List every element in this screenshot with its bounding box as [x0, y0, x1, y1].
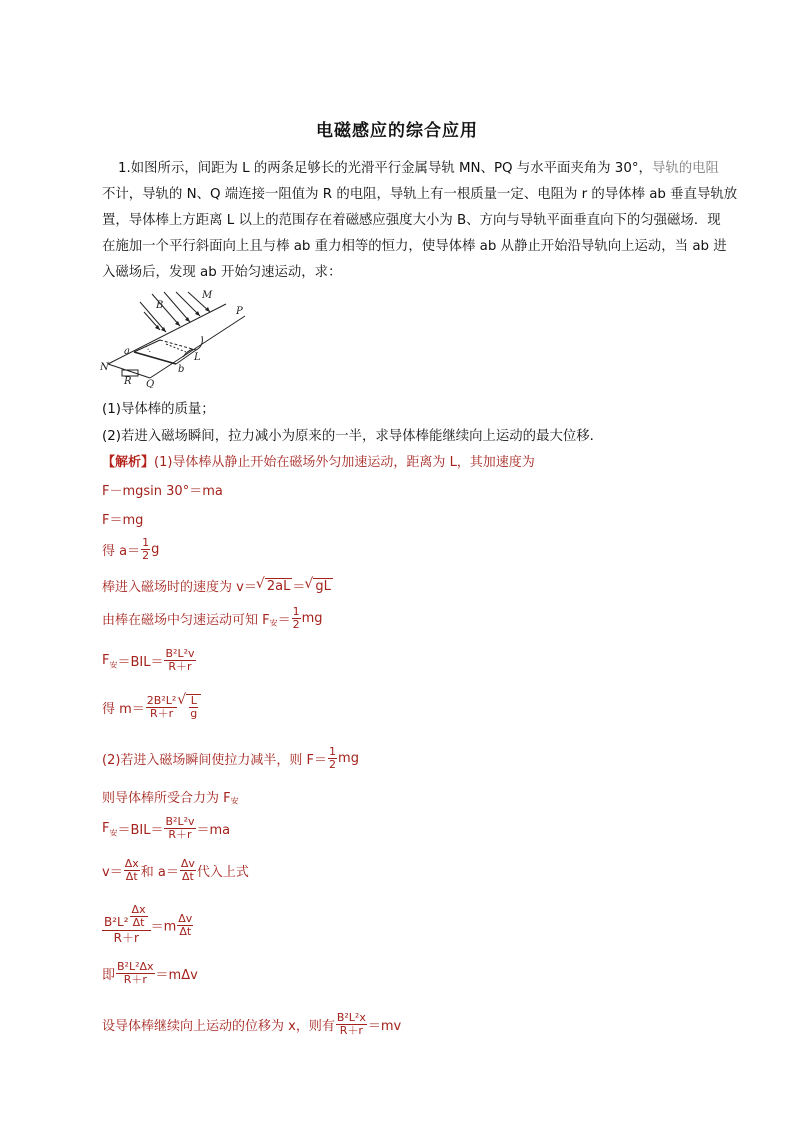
- fraction: [328, 746, 337, 771]
- fraction: [164, 648, 195, 673]
- compound-fraction: [102, 904, 151, 946]
- denominator: 2: [142, 549, 150, 562]
- label-R: R: [124, 376, 132, 387]
- subscript: 安: [269, 618, 278, 628]
- problem-line-2: 不计，导轨的 N、Q 端连接一阻值为 R 的电阻，导轨上有一根质量一定、电阻为 r 的导体棒 ab 垂直导轨放: [102, 187, 738, 202]
- numerator: 1: [142, 536, 150, 549]
- numerator: √ L: [190, 694, 197, 707]
- eq-text: ＝: [277, 613, 291, 628]
- fraction: [177, 913, 193, 938]
- eq-text: 得 a＝: [102, 544, 141, 559]
- problem-line-4: 在施加一个平行斜面向上且与棒 ab 重力相等的恒力，使导体棒 ab 从静止开始沿导轨向上运动，当 ab 进: [102, 239, 727, 254]
- label-M: M: [202, 290, 213, 301]
- denominator: 2: [329, 758, 337, 771]
- numerator: B²L²x: [336, 1011, 366, 1024]
- question-1: (1)导体棒的质量；: [102, 402, 215, 417]
- denominator: Δt: [179, 924, 192, 938]
- numerator: Δx: [124, 857, 139, 870]
- eq-text: 即: [102, 968, 116, 983]
- fraction: [130, 904, 148, 929]
- eq-text: ＝m: [150, 919, 177, 935]
- numerator: 2B²L²: [146, 694, 177, 707]
- eq-text: 设导体棒继续向上运动的位移为 x，则有: [102, 1019, 335, 1034]
- solution-tag: 【解析】: [102, 455, 155, 470]
- denominator: Δt: [181, 870, 194, 883]
- eq-13: [102, 961, 198, 986]
- eq-text: mg: [301, 611, 323, 626]
- denominator: R＋r: [149, 707, 174, 720]
- numerator: 1: [329, 745, 337, 758]
- question-2: (2)若进入磁场瞬间，拉力减小为原来的一半，求导体棒能继续向上运动的最大位移．: [102, 429, 604, 444]
- eq-3: [102, 537, 159, 562]
- denominator: R＋r: [123, 973, 147, 986]
- eq-text: ＝BIL＝: [117, 823, 164, 838]
- numerator: Δv: [180, 857, 195, 870]
- problem-text: 1.如图所示，间距为 L 的两条足够长的光滑平行金属导轨 MN、PQ 与水平面夹角为 30°，: [118, 161, 652, 176]
- fraction: [141, 537, 150, 562]
- eq-12: [102, 904, 194, 946]
- eq-text: ＝: [292, 580, 306, 595]
- denominator: 2: [292, 618, 300, 631]
- eq-text: 代入上式: [196, 865, 249, 880]
- label-N: N: [100, 362, 109, 373]
- numerator: B²L²v: [165, 647, 195, 660]
- eq-7: [102, 694, 201, 721]
- numerator: B²L²Δx: [117, 960, 154, 973]
- numerator: Δx: [131, 903, 146, 916]
- eq-text: (2)若进入磁场瞬间使拉力减半，则 F＝: [102, 753, 328, 768]
- fraction: [292, 606, 301, 631]
- fraction: [124, 858, 140, 883]
- eq-text: ＝BIL＝: [117, 655, 164, 670]
- numerator: B²L²v: [165, 815, 195, 828]
- label-L: L: [194, 352, 201, 363]
- label-B: B: [156, 300, 164, 311]
- radical: √ gL: [313, 578, 333, 594]
- eq-text: ＝ma: [196, 823, 231, 838]
- problem-line-5: 入磁场后，发现 ab 开始匀速运动，求：: [102, 265, 342, 280]
- fraction: [336, 1012, 367, 1037]
- eq-text: B²L²: [104, 915, 129, 929]
- fraction: [146, 695, 178, 720]
- eq-11: [102, 858, 249, 883]
- eq-1: F－mgsin 30°＝ma: [102, 484, 223, 499]
- denominator: R＋r: [339, 1024, 363, 1037]
- problem-text-gray: 导轨的电阻: [651, 161, 719, 176]
- problem-line-1: [118, 157, 719, 176]
- denominator: Δt: [132, 916, 145, 929]
- label-a: a: [124, 346, 130, 357]
- eq-text: ＝mv: [367, 1019, 402, 1034]
- eq-text: 和 a＝: [140, 865, 179, 880]
- denominator: R＋r: [168, 660, 192, 673]
- subscript: 安: [109, 660, 118, 670]
- radical: [186, 694, 201, 721]
- eq-14: [102, 1012, 401, 1037]
- eq-5: [102, 606, 323, 631]
- numerator: 1: [292, 605, 300, 618]
- radical: √ 2aL: [265, 578, 292, 594]
- denominator: R＋r: [168, 828, 192, 841]
- eq-8: [102, 746, 359, 771]
- eq-text: v＝: [102, 865, 123, 880]
- eq-text: mg: [338, 751, 359, 766]
- eq-text: 由棒在磁场中匀速运动可知 F: [102, 613, 270, 628]
- eq-2: F＝mg: [102, 513, 144, 528]
- solution-text: (1)导体棒从静止开始在磁场外匀加速运动，距离为 L，其加速度为: [154, 455, 535, 470]
- eq-text: 得 m＝: [102, 702, 145, 717]
- eq-text: ＝mΔv: [155, 968, 198, 983]
- page-title: 电磁感应的综合应用: [316, 121, 478, 141]
- numerator: Δv: [178, 911, 193, 925]
- subscript: 安: [230, 796, 239, 806]
- denominator: R＋r: [113, 931, 139, 945]
- denominator: Δt: [125, 870, 138, 883]
- label-Q: Q: [146, 379, 155, 388]
- eq-4: [102, 576, 333, 595]
- label-P: P: [236, 306, 243, 317]
- problem-line-3: 置，导体棒上方距离 L 以上的范围存在着磁感应强度大小为 B、方向与导轨平面垂直向下的匀强磁场．现: [102, 213, 721, 228]
- subscript: 安: [109, 828, 118, 838]
- fraction: [180, 858, 196, 883]
- label-b: b: [178, 364, 185, 375]
- denominator: g: [190, 707, 198, 720]
- numerator: [102, 904, 151, 931]
- fraction: [116, 961, 155, 986]
- solution-intro: [102, 451, 535, 470]
- eq-text: 棒进入磁场时的速度为 v＝: [102, 580, 257, 595]
- eq-6: $F_安=BIL=$ $\frac{\text{B²L²v}}{R+r}$: [102, 647, 195, 673]
- rail-diagram: [100, 288, 260, 388]
- fraction: [164, 816, 195, 841]
- fraction: [189, 695, 198, 720]
- eq-9: [102, 787, 239, 807]
- eq-10: $F_安=BIL=$ $\frac{\text{B²L²v}}{R+r}$ ＝ma: [102, 815, 231, 841]
- eq-text: g: [151, 542, 160, 557]
- eq-text: 则导体棒所受合力为 F: [102, 791, 231, 806]
